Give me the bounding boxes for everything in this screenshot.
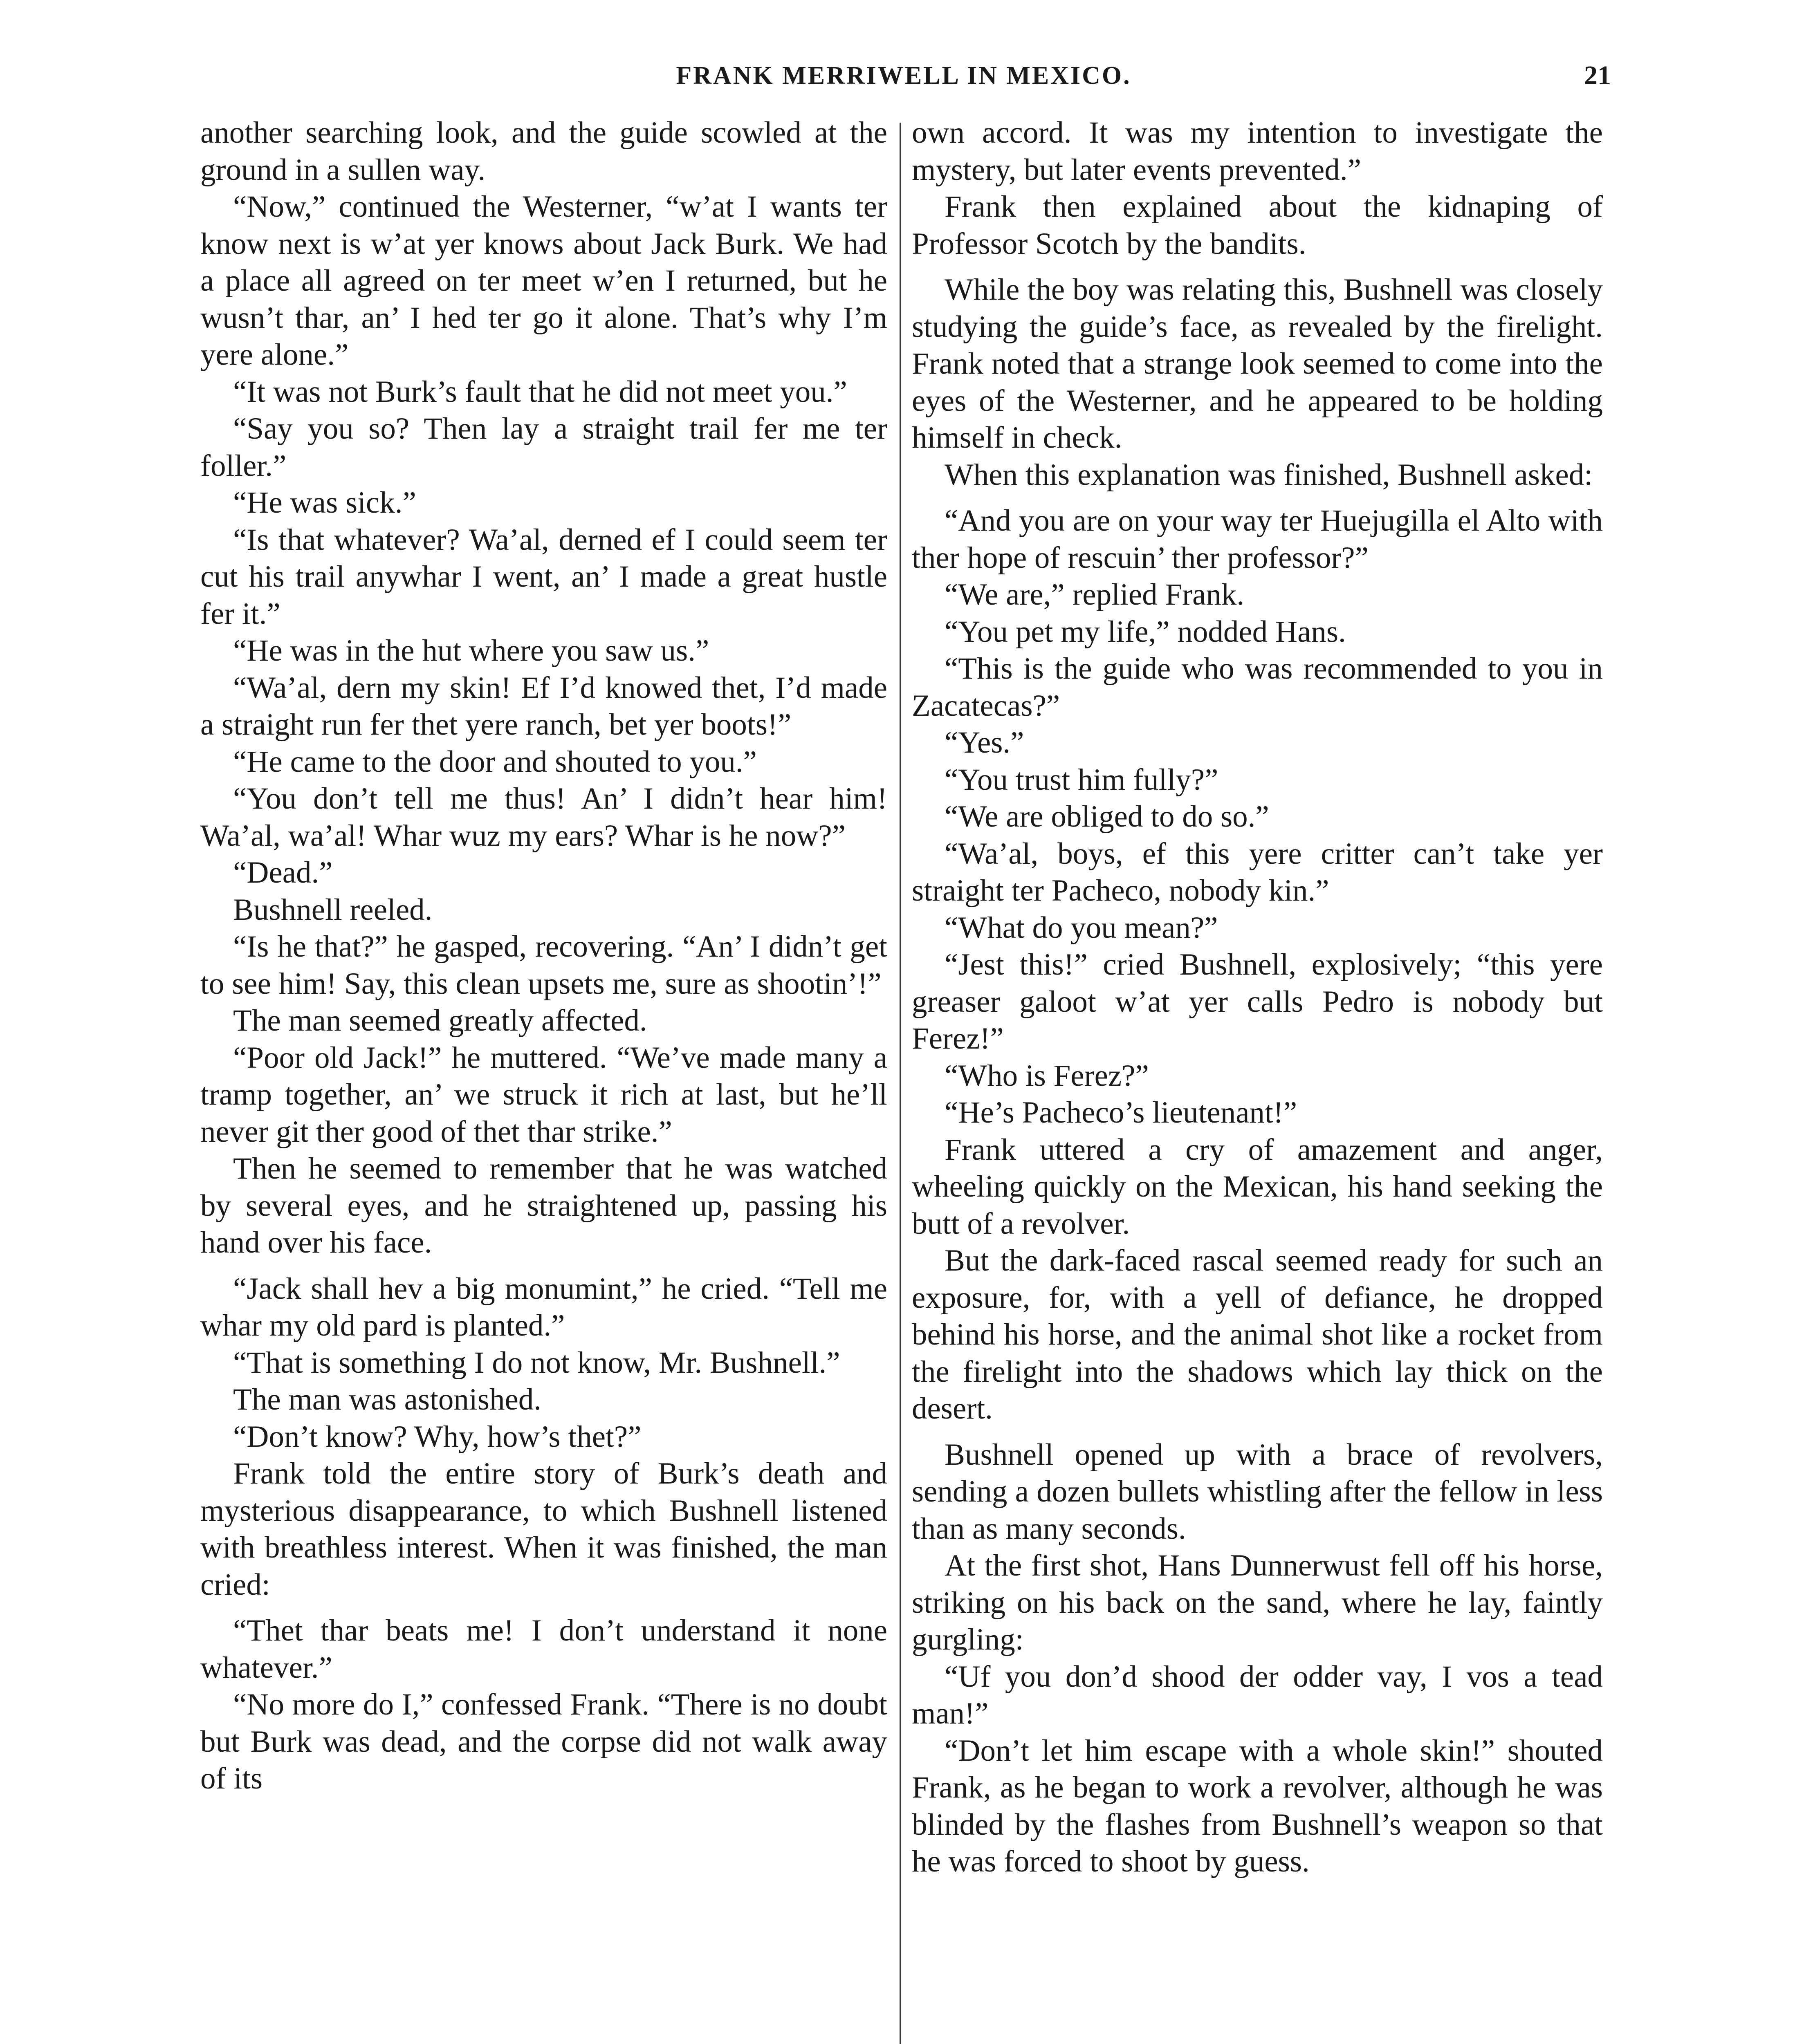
paragraph: “It was not Burk’s fault that he did not meet you.” (233, 374, 847, 409)
page-number: 21 (1584, 61, 1611, 90)
paragraph: Bushnell opened up with a brace of revolvers, sending a dozen bullets whistling after the fellow in less than as many seconds. (912, 1437, 1603, 1546)
paragraph: “Say you so? Then lay a straight trail fer me ter foller.” (200, 412, 887, 483)
paragraph: “Now,” continued the Westerner, “w’at I wants ter know next is w’at yer knows about Jack Burk. We had a place all agreed on ter meet w’en I returned, but he wusn’t thar, an’ I hed ter go it alone. That’s why I’m yere alone.” (200, 190, 887, 372)
paragraph: “You trust him fully?” (945, 762, 1218, 797)
running-title: FRANK MERRIWELL IN MEXICO. (676, 62, 1131, 90)
column-divider (900, 123, 901, 2044)
paragraph: another searching look, and the guide scowled at the ground in a sullen way. (200, 116, 887, 187)
paragraph: “Yes.” (945, 726, 1024, 760)
paragraph: But the dark-faced rascal seemed ready for such an exposure, for, with a yell of defiance, he dropped behind his horse, and the animal shot like a rocket from the firelight into the shadows which lay thick on the desert. (912, 1244, 1603, 1425)
paragraph: Frank then explained about the kidnaping of Professor Scotch by the bandits. (912, 190, 1603, 261)
paragraph: “You pet my life,” nodded Hans. (945, 614, 1346, 649)
paragraph: “We are obliged to do so.” (945, 800, 1269, 834)
running-header (200, 57, 1611, 106)
paragraph: “Wa’al, dern my skin! Ef I’d knowed thet, I’d made a straight run fer thet yere ranch, bet yer boots!” (200, 670, 887, 742)
paragraph: When this explanation was finished, Bushnell asked: (945, 457, 1593, 492)
paragraph: Then he seemed to remember that he was watched by several eyes, and he straightened up, passing his hand over his face. (200, 1152, 887, 1260)
paragraph: Bushnell reeled. (233, 892, 433, 927)
paragraph: “Is he that?” he gasped, recovering. “An’ I didn’t get to see him! Say, this clean upsets me, sure as shootin’!” (200, 930, 887, 1001)
paragraph: “He was in the hut where you saw us.” (233, 634, 709, 668)
paragraph: “Is that whatever? Wa’al, derned ef I could seem ter cut his trail anywhar I went, an’ I made a great hustle fer it.” (200, 522, 887, 631)
paragraph: The man seemed greatly affected. (233, 1004, 647, 1038)
paragraph: “Don’t let him escape with a whole skin!” shouted Frank, as he began to work a revolver, although he was blinded by the flashes from Bushnell’s weapon so that he was forced to shoot by guess. (912, 1733, 1603, 1878)
paragraph: “Jest this!” cried Bushnell, explosively; “this yere greaser galoot w’at yer calls Pedro is nobody but Ferez!” (912, 948, 1603, 1056)
paragraph: Frank uttered a cry of amazement and anger, wheeling quickly on the Mexican, his hand seeking the butt of a revolver. (912, 1132, 1603, 1241)
paragraph: “What do you mean?” (945, 910, 1218, 945)
paragraph: “He’s Pacheco’s lieutenant!” (945, 1096, 1297, 1130)
paragraph: “Jack shall hev a big monumint,” he cried. “Tell me whar my old pard is planted.” (200, 1271, 887, 1342)
paragraph: At the first shot, Hans Dunnerwust fell off his horse, striking on his back on the sand, where he lay, faintly gurgling: (912, 1549, 1603, 1656)
paragraph: own accord. It was my intention to investigate the mystery, but later events prevented.” (912, 116, 1603, 187)
paragraph: Frank told the entire story of Burk’s death and mysterious disappearance, to which Bushnell listened with breathless interest. When it was finished, the man cried: (200, 1457, 887, 1602)
paragraph: The man was astonished. (233, 1383, 541, 1416)
paragraph: “He was sick.” (233, 486, 416, 520)
paragraph: “We are,” replied Frank. (945, 578, 1245, 612)
paragraph: “Poor old Jack!” he muttered. “We’ve made many a tramp together, an’ we struck it rich at last, but he’ll never git ther good of thet thar strike.” (200, 1040, 887, 1149)
paragraph: “Thet thar beats me! I don’t understand it none whatever.” (200, 1614, 887, 1685)
paragraph: “Who is Ferez?” (945, 1058, 1149, 1093)
paragraph: While the boy was relating this, Bushnell was closely studying the guide’s face, as revealed by the firelight. Frank noted that a strange look seemed to come into the eyes of the Westerner, and he appeared to be holding himself in check. (912, 273, 1603, 455)
paragraph: “Don’t know? Why, how’s thet?” (233, 1419, 642, 1454)
paragraph: “No more do I,” confessed Frank. “There is no doubt but Burk was dead, and the corpse did not walk away of its (200, 1688, 887, 1795)
paragraph: “Uf you don’d shood der odder vay, I vos a tead man!” (912, 1659, 1603, 1730)
paragraph: “You don’t tell me thus! An’ I didn’t hear him! Wa’al, wa’al! Whar wuz my ears? Whar is he now?” (200, 782, 887, 853)
paragraph: “He came to the door and shouted to you.” (233, 744, 757, 779)
right-text-column (912, 114, 1603, 1880)
paragraph: “And you are on your way ter Huejugilla el Alto with ther hope of rescuin’ ther professor?” (912, 504, 1603, 575)
paragraph: “Wa’al, boys, ef this yere critter can’t take yer straight ter Pacheco, nobody kin.” (912, 836, 1603, 908)
paragraph: “That is something I do not know, Mr. Bushnell.” (233, 1345, 840, 1380)
left-text-column (200, 114, 887, 1797)
paragraph: “Dead.” (233, 856, 333, 890)
paragraph: “This is the guide who was recommended to you in Zacatecas?” (912, 652, 1603, 723)
